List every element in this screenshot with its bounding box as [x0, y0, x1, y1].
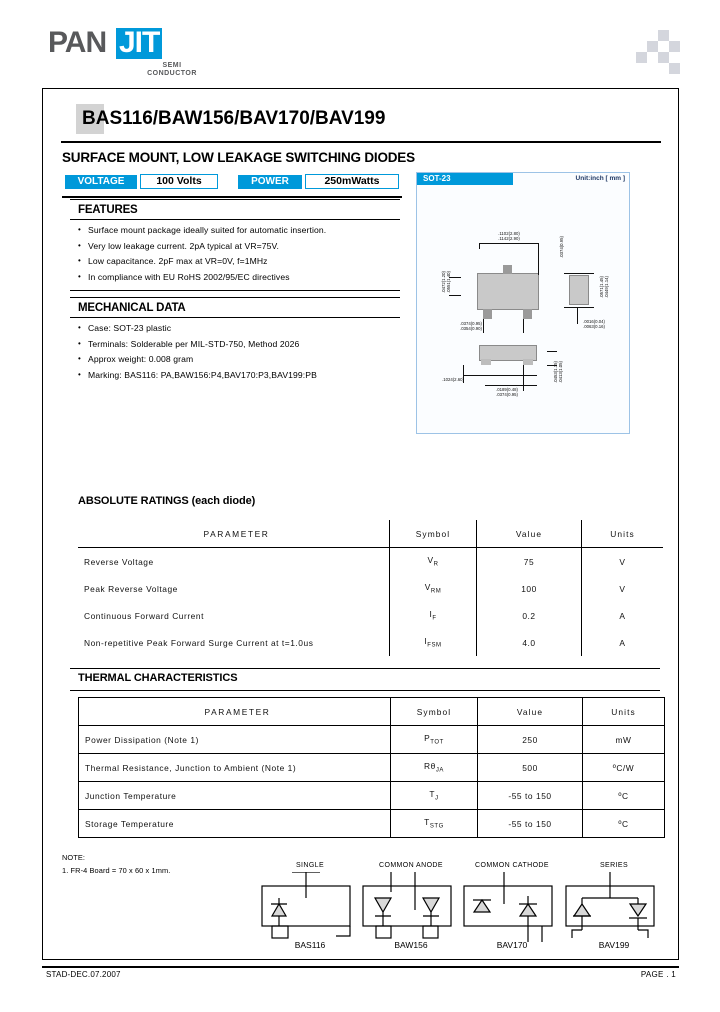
units-cell: mW: [583, 726, 665, 754]
company-logo: [48, 28, 228, 80]
symbol-main: I: [429, 609, 433, 620]
note-label: NOTE:: [62, 853, 86, 862]
package-side-view-body: [569, 275, 589, 305]
column-header: Units: [582, 520, 664, 548]
dimension-text: [483, 387, 531, 397]
schematic-common-cathode: [456, 862, 568, 950]
value-cell: 250: [478, 726, 583, 754]
symbol-sub: J: [435, 795, 439, 802]
dimension-value: .0472(1.20): [441, 271, 446, 293]
parameter-cell: Reverse Voltage: [84, 556, 154, 567]
table-row: [78, 575, 663, 602]
symbol-main: P: [424, 733, 431, 744]
column-header: Value: [477, 520, 582, 548]
logo-subtitle: [136, 62, 208, 78]
dimension-value: .0413(1.05): [558, 361, 564, 383]
title-divider: [61, 141, 661, 143]
dimension-text: [553, 349, 563, 395]
mechanical-heading: MECHANICAL DATA: [78, 302, 186, 314]
column-header: Units: [583, 698, 665, 726]
dimension-value: .0453(1.15): [553, 361, 558, 383]
symbol-sub: TOT: [430, 739, 444, 746]
units-cell: V: [582, 548, 664, 576]
dimension-value: .0551(1.40): [446, 271, 452, 293]
list-item: • Approx weight: 0.008 gram: [76, 352, 317, 368]
features-rule-mid: [70, 219, 400, 220]
symbol-cell: [391, 754, 478, 782]
decor-square: [669, 63, 680, 74]
value-cell: 100: [477, 575, 582, 602]
symbol-cell: [390, 548, 477, 576]
voltage-label: VOLTAGE: [65, 175, 137, 189]
symbol-cell: [391, 782, 478, 810]
symbol-main: Rθ: [424, 761, 436, 772]
dimension-value: .1102(2.80): [498, 231, 520, 236]
specs-divider: [62, 196, 402, 198]
symbol-cell: [391, 810, 478, 838]
symbol-sub: STG: [429, 823, 444, 830]
units-cell: A: [582, 602, 664, 629]
logo-subtitle-line2: CONDUCTOR: [147, 70, 197, 77]
symbol-sub: RM: [430, 588, 442, 595]
note-text: 1. FR-4 Board = 70 x 60 x 1mm.: [62, 866, 171, 875]
schematic-series: [558, 862, 670, 950]
schematic-part-name: BAV170: [496, 940, 528, 950]
value-cell: 500: [478, 754, 583, 782]
symbol-main: T: [424, 817, 430, 828]
symbol-sub: JA: [435, 767, 444, 774]
dimension-line: [485, 385, 537, 386]
decor-square: [669, 41, 680, 52]
dimension-line: [479, 243, 539, 244]
power-value: 250mWatts: [305, 174, 399, 189]
thermal-rule-top: [70, 668, 660, 669]
note-block: [62, 851, 170, 877]
mechanical-rule-top: [70, 297, 400, 298]
dimension-line: [564, 273, 594, 274]
features-heading: FEATURES: [78, 204, 138, 216]
symbol-cell: [390, 575, 477, 602]
package-lead: [503, 265, 512, 274]
parameter-cell: Storage Temperature: [79, 810, 391, 838]
absolute-ratings-table: [78, 520, 663, 656]
schematic-caption: SERIES: [599, 862, 629, 869]
schematic-part-name: BAS116: [294, 940, 326, 950]
value-cell: 4.0: [477, 629, 582, 656]
value-cell: 75: [477, 548, 582, 576]
power-label: POWER: [238, 175, 302, 189]
table-row: [79, 782, 665, 810]
units-cell: V: [582, 575, 664, 602]
decor-square: [636, 52, 647, 63]
symbol-sub: R: [433, 561, 439, 568]
dimension-text: [441, 259, 451, 305]
dimension-text: [559, 225, 564, 269]
value-cell: -55 to 150: [478, 810, 583, 838]
dimension-text: [445, 321, 497, 331]
package-unit-note: Unit:inch [ mm ]: [575, 175, 625, 182]
table-row: [78, 548, 663, 576]
logo-subtitle-line1: SEMI: [162, 62, 182, 69]
schematic-caption: COMMON ANODE: [379, 862, 443, 869]
package-lead: [523, 309, 532, 319]
logo-pan-text: PAN: [48, 26, 107, 59]
dimension-value: .0016(0.04): [583, 319, 605, 324]
package-drawing-panel: [416, 172, 630, 434]
common-cathode-diode-symbol: [456, 872, 568, 946]
list-item: • Terminals: Solderable per MIL-STD-750, Method 2026: [76, 337, 317, 353]
dimension-text: [599, 265, 609, 309]
symbol-main: T: [429, 789, 436, 800]
dimension-line: [564, 307, 594, 308]
package-type-badge: SOT-23: [417, 173, 513, 185]
dimension-line: [523, 319, 524, 333]
list-item: • Case: SOT-23 plastic: [76, 321, 317, 337]
single-diode-symbol: [254, 872, 366, 946]
parameter-cell: Junction Temperature: [79, 782, 391, 810]
table-row: [78, 602, 663, 629]
dimension-value: .0063(0.16): [583, 324, 605, 330]
series-diode-symbol: [558, 872, 670, 946]
symbol-cell: [390, 602, 477, 629]
parameter-cell: Continuous Forward Current: [84, 610, 204, 621]
parameter-cell: Peak Reverse Voltage: [84, 583, 178, 594]
schematic-part-name: BAV199: [598, 940, 630, 950]
units-cell: ºC: [583, 810, 665, 838]
mechanical-rule-mid: [70, 317, 400, 318]
decor-square: [658, 52, 669, 63]
dimension-text: [583, 319, 627, 329]
table-row: [79, 810, 665, 838]
decor-square: [647, 41, 658, 52]
column-header: Symbol: [391, 698, 478, 726]
thermal-rule-mid: [70, 690, 660, 691]
schematic-part-name: BAW156: [394, 940, 428, 950]
thermal-characteristics-table: [78, 697, 665, 838]
voltage-value: 100 Volts: [140, 174, 218, 189]
units-cell: ºC: [583, 782, 665, 810]
symbol-sub: F: [432, 615, 437, 622]
table-row: [79, 726, 665, 754]
absolute-ratings-heading: ABSOLUTE RATINGS (each diode): [78, 495, 256, 507]
decor-square: [658, 30, 669, 41]
symbol-sub: FSM: [427, 642, 442, 649]
page-title: BAS116/BAW156/BAV170/BAV199: [82, 108, 386, 129]
dimension-value: .0354(0.90): [460, 326, 482, 332]
symbol-cell: [390, 629, 477, 656]
logo-jit-text: JIT: [116, 28, 162, 59]
schematic-caption: SINGLE: [295, 862, 325, 869]
footer-divider: [42, 966, 679, 968]
list-item: • Marking: BAS116: PA,BAW156:P4,BAV170:P3,BAV199:PB: [76, 368, 317, 384]
dimension-line: [577, 308, 578, 324]
value-cell: -55 to 150: [478, 782, 583, 810]
parameter-cell: Thermal Resistance, Junction to Ambient (Note 1): [79, 754, 391, 782]
value-cell: 0.2: [477, 602, 582, 629]
table-header-row: [78, 520, 663, 548]
column-header: Symbol: [390, 520, 477, 548]
dimension-line: [538, 243, 539, 275]
dimension-value: .0374(0.95): [460, 321, 482, 326]
dimension-value: .1142(2.90): [498, 236, 520, 242]
features-rule-top: [70, 199, 400, 200]
thermal-heading: THERMAL CHARACTERISTICS: [78, 672, 238, 684]
dimension-text: [431, 377, 475, 382]
symbol-main: V: [427, 555, 434, 566]
table-row: [79, 754, 665, 782]
decorative-squares: [636, 30, 682, 76]
table-row: [78, 629, 663, 656]
units-cell: A: [582, 629, 664, 656]
dimension-value: .1024(2.60): [442, 377, 464, 382]
mechanical-list: [76, 321, 317, 383]
column-header: Value: [478, 698, 583, 726]
package-top-view-body: [477, 273, 539, 310]
footer-revision: STAD-DEC.07.2007: [46, 970, 121, 979]
units-cell: ºC/W: [583, 754, 665, 782]
table-header-row: [79, 698, 665, 726]
features-rule-bottom: [70, 290, 400, 291]
list-item: • Low capacitance. 2pF max at VR=0V, f=1MHz: [76, 254, 326, 270]
common-anode-diode-symbol: [355, 872, 467, 946]
dimension-line: [479, 243, 480, 249]
symbol-main: I: [424, 636, 428, 647]
symbol-cell: [391, 726, 478, 754]
list-item: • Very low leakage current. 2pA typical at VR=75V.: [76, 239, 326, 255]
schematic-caption: COMMON CATHODE: [475, 862, 549, 869]
schematic-common-anode: [355, 862, 467, 950]
dimension-value: .0571(1.45): [599, 276, 604, 298]
symbol-main: V: [424, 582, 431, 593]
package-lead: [481, 359, 491, 365]
dimension-value: .0374(0.95): [559, 236, 564, 258]
features-list: [76, 223, 326, 285]
list-item: • Surface mount package ideally suited for automatic insertion.: [76, 223, 326, 239]
document-subtitle: SURFACE MOUNT, LOW LEAKAGE SWITCHING DIODES: [62, 150, 415, 165]
schematic-single: [254, 862, 366, 950]
footer-page-number: PAGE . 1: [640, 970, 676, 979]
list-item: • In compliance with EU RoHS 2002/95/EC directives: [76, 270, 326, 286]
dimension-value: .0374(0.95): [496, 392, 518, 398]
column-header: PARAMETER: [78, 520, 390, 548]
dimension-line: [463, 375, 537, 376]
dimension-value: .0449(1.14): [604, 276, 610, 298]
dimension-value: .0189(0.48): [496, 387, 518, 392]
package-lead: [523, 359, 533, 365]
package-lead: [483, 309, 492, 319]
dimension-text: [479, 231, 539, 241]
parameter-cell: Non-repetitive Peak Forward Surge Current at t=1.0us: [84, 637, 314, 648]
column-header: PARAMETER: [79, 698, 391, 726]
parameter-cell: Power Dissipation (Note 1): [79, 726, 391, 754]
